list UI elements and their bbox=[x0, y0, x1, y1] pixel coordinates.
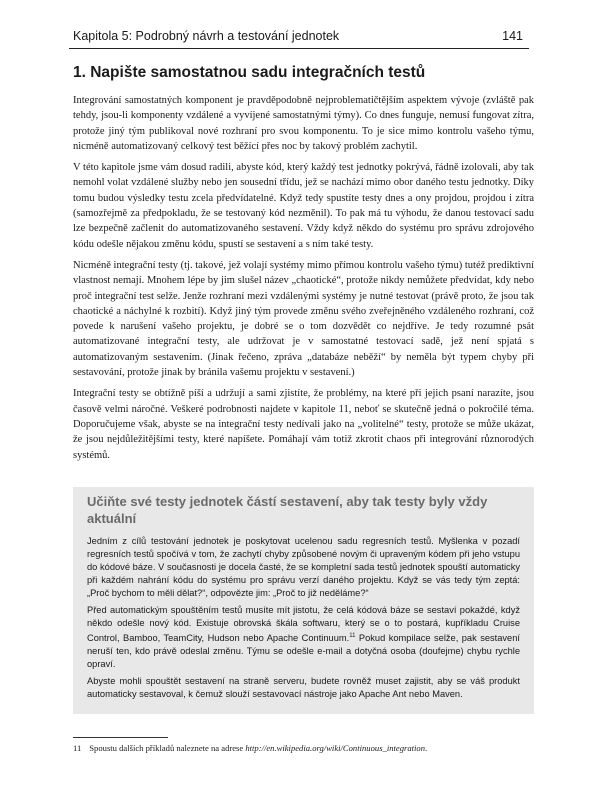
footnote-number: 11 bbox=[73, 743, 82, 753]
running-header bbox=[69, 26, 529, 49]
sidebar-paragraph: Jedním z cílů testování jednotek je poskytovat ucelenou sadu regresních testů. Myšlenka v pozadí regresních testů spočívá v tom, že zachytí chyby způsobené novým či upraveným kódem při jeho vstupu do kódové báze. V současnosti je docela časté, že se kompletní sada testů jednotek spouští automaticky při každém nahrání kódu do systému pro správu verzí daného projektu. Když se vás tedy tým zeptá: „Proč bychom to měli dělat?“, odpovězte jim: „Proč to již neděláme?“ bbox=[87, 536, 520, 598]
footnote-end: . bbox=[425, 743, 428, 753]
sidebar-text: Před automatickým spouštěním testů musíte mít jistotu, že celá kódová báze se sestaví pokaždé, když někdo odešle nový kód. Existuje obrovská škála softwaru, který se o to postará, kupříkladu Cruise Control, Bamboo, TeamCity, Hudson nebo Apache Continuum. bbox=[87, 605, 520, 644]
paragraph: Nicméně integrační testy (tj. takové, jež volají systémy mimo přímou kontrolu vašeho týmu) tutéž prediktivní vlastnost nemají. Mnohem lépe by jim slušel název „chaotické“, protože nikdy nemůžete předvídat, kdy nebo proč integrační test selže. Jenže rozhraní mezi vzdálenými systémy je nutné testovat (právě proto, že jsou tak chaotické a náchylné k rozbití). Když jiný tým provede změnu svého zveřejněného vzdáleného rozhraní, což povede k narušení vašeho projektu, je dobré se o tom dozvědět co nejdříve. Je tedy rozumné psát automatizované integrační testy, ale udržovat je v samostatné testovací sadě, jež není spjatá s automatizovaným sestavením. (Jinak řečeno, zpráva „databáze neběží“ by neměla být typem chyby při sestavování, protože jinak by bránila vašemu projektu v sestavení.) bbox=[73, 259, 534, 379]
footnote-divider bbox=[73, 737, 168, 738]
footnote-text: Spoustu dalších příkladů naleznete na adrese bbox=[89, 743, 246, 753]
footnote bbox=[73, 742, 534, 754]
sidebar-paragraph bbox=[87, 604, 520, 671]
section-body bbox=[73, 93, 534, 469]
footnote-reference[interactable]: 11 bbox=[349, 633, 356, 639]
sidebar-paragraph: Abyste mohli spouštět sestavení na straně serveru, budete rovněž muset zajistit, aby se váš produkt automaticky sestavoval, k čemuž slouží sestavovací nástroje jako Apache Ant nebo Maven. bbox=[87, 676, 520, 700]
sidebar-box-title: Učiňte své testy jednotek částí sestavení, aby tak testy byly vždy aktuální bbox=[87, 494, 488, 526]
page-number: 141 bbox=[502, 29, 523, 43]
sidebar-text: Pokud kompilace selže, pak sestavení neruší ten, kdo právě odeslal změnu. Týmu se odešle e-mail a dotyčná osoba (doufejme) chybu rychle opraví. bbox=[87, 633, 520, 670]
paragraph: Integrování samostatných komponent je pravděpodobně nejproblematičtějším aspektem vývoje (zvláště pak tehdy, jsou-li komponenty vzdálené a vyvíjené samostatnými týmy). Co dnes funguje, nemusí fungovat zítra, protože jiný tým publikoval nové rozhraní pro svou komponentu. To je sice mimo kontrolu vašeho týmu, nicméně automatizovaný celkový test běžící přes noc by takový problém zachytil. bbox=[73, 95, 534, 152]
section-title: 1. Napište samostatnou sadu integračních testů bbox=[73, 64, 426, 81]
chapter-title: Kapitola 5: Podrobný návrh a testování jednotek bbox=[73, 29, 340, 43]
footnote-url[interactable]: http://en.wikipedia.org/wiki/Continuous_integration bbox=[245, 743, 426, 753]
paragraph: V této kapitole jsme vám dosud radili, abyste kód, který každý test jednotky pokrývá, řádně izolovali, aby tak nemohl volat vzdálené služby nebo jen sousední třídu, jež se nachází mimo obor daného testu jednotky. Díky tomu budou výsledky testu zcela předvídatelné. Když tedy spustíte testy dnes a ony projdou, projdou i zítra (samozřejmě za předpokladu, že se testovaný kód nezměnil). To pak má tu výhodu, že danou testovací sadu lze bezpečně začlenit do automatizovaného sestavení. Vždy když někdo do systému pro správu zdrojového kódu odešle nějakou změnu kódu, spustí se sestavení a s ním také testy. bbox=[73, 162, 534, 250]
sidebar-box bbox=[73, 487, 534, 714]
paragraph: Integrační testy se obtížně píší a udržují a sami zjistíte, že problémy, na které při jejich psaní narazíte, jsou časově velmi náročné. Veškeré podrobnosti najdete v kapitole 11, neboť se skutečně jedná o pokročilé téma. Doporučujeme však, abyste se na integrační testy nedívali jako na „volitelné“ testy, protože se může ukázat, že jsou nejdůležitějšími testy, které napíšete. Pomáhají vám totiž zkrotit chaos při integrování různorodých systémů. bbox=[73, 388, 534, 461]
